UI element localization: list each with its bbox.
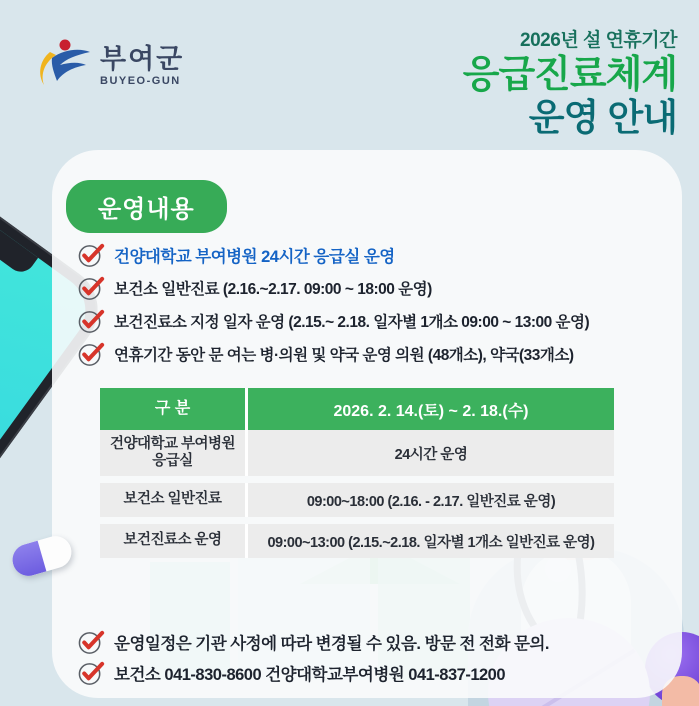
check-icon: [78, 275, 105, 301]
checklist-item-label: 연휴기간 동안 문 여는 병·의원 및 약국 운영 의원 (48개소), 약국(33개소): [114, 346, 574, 364]
logo-subtitle: BUYEO-GUN: [100, 74, 181, 87]
table-cell-value: 09:00~13:00 (2.15.~2.18. 일자별 1개소 일반진료 운영): [267, 534, 595, 551]
pill-capsule-half: [9, 541, 47, 580]
checklist-item: [78, 304, 589, 337]
note-text: 보건소 041-830-8600 건양대학교부여병원 041-837-1200: [114, 665, 506, 684]
smartphone-notch: [0, 192, 38, 277]
table-cell-label: 건양대학교 부여병원 응급실: [100, 430, 248, 476]
table-cell-label: 보건진료소 운영: [100, 524, 248, 558]
table-row: [100, 524, 614, 558]
checklist-item-label: 건양대학교 부여병원 24시간 응급실 운영: [114, 247, 395, 266]
buyeo-gun-logo: [34, 38, 184, 94]
table-header-row: [100, 388, 614, 430]
buyeo-gun-logo-icon: [34, 38, 92, 94]
check-icon: [78, 629, 105, 655]
table-row: [100, 430, 614, 476]
content-card: [52, 150, 682, 698]
title-period: 2026년 설 연휴기간: [520, 30, 677, 51]
check-icon: [78, 242, 105, 268]
note-item: [78, 657, 549, 688]
check-icon: [78, 308, 105, 334]
notes-list: [78, 626, 549, 688]
title-sub: 운영 안내: [528, 96, 677, 138]
poster-title-block: [463, 30, 677, 138]
logo-name: 부여군: [100, 43, 185, 74]
table-header-category: 구 분: [100, 388, 248, 430]
section-badge: 운영내용: [66, 180, 227, 233]
checklist: [78, 238, 589, 370]
title-main: 응급진료체계: [462, 54, 677, 97]
table-row: [100, 483, 614, 517]
checklist-item: [78, 271, 589, 304]
schedule-table: [100, 388, 614, 565]
note-item: [78, 626, 549, 657]
note-text: 운영일정은 기관 사정에 따라 변경될 수 있음. 방문 전 전화 문의.: [114, 634, 549, 653]
checklist-item-label: 보건소 일반진료 (2.16.~2.17. 09:00 ~ 18:00 운영): [114, 280, 432, 298]
check-icon: [78, 341, 105, 367]
table-cell-value: 09:00~18:00 (2.16. - 2.17. 일반진료 운영): [306, 493, 556, 510]
checklist-item-label: 보건진료소 지정 일자 운영 (2.15.~ 2.18. 일자별 1개소 09:00 ~ 13:00 운영): [114, 313, 590, 331]
table-header-period: 2026. 2. 14.(토) ~ 2. 18.(수): [333, 402, 529, 420]
check-icon: [78, 660, 105, 686]
checklist-item: [78, 337, 589, 370]
table-cell-value: 24시간 운영: [394, 446, 468, 463]
table-cell-label: 보건소 일반진료: [100, 483, 248, 517]
checklist-item: [78, 238, 589, 271]
